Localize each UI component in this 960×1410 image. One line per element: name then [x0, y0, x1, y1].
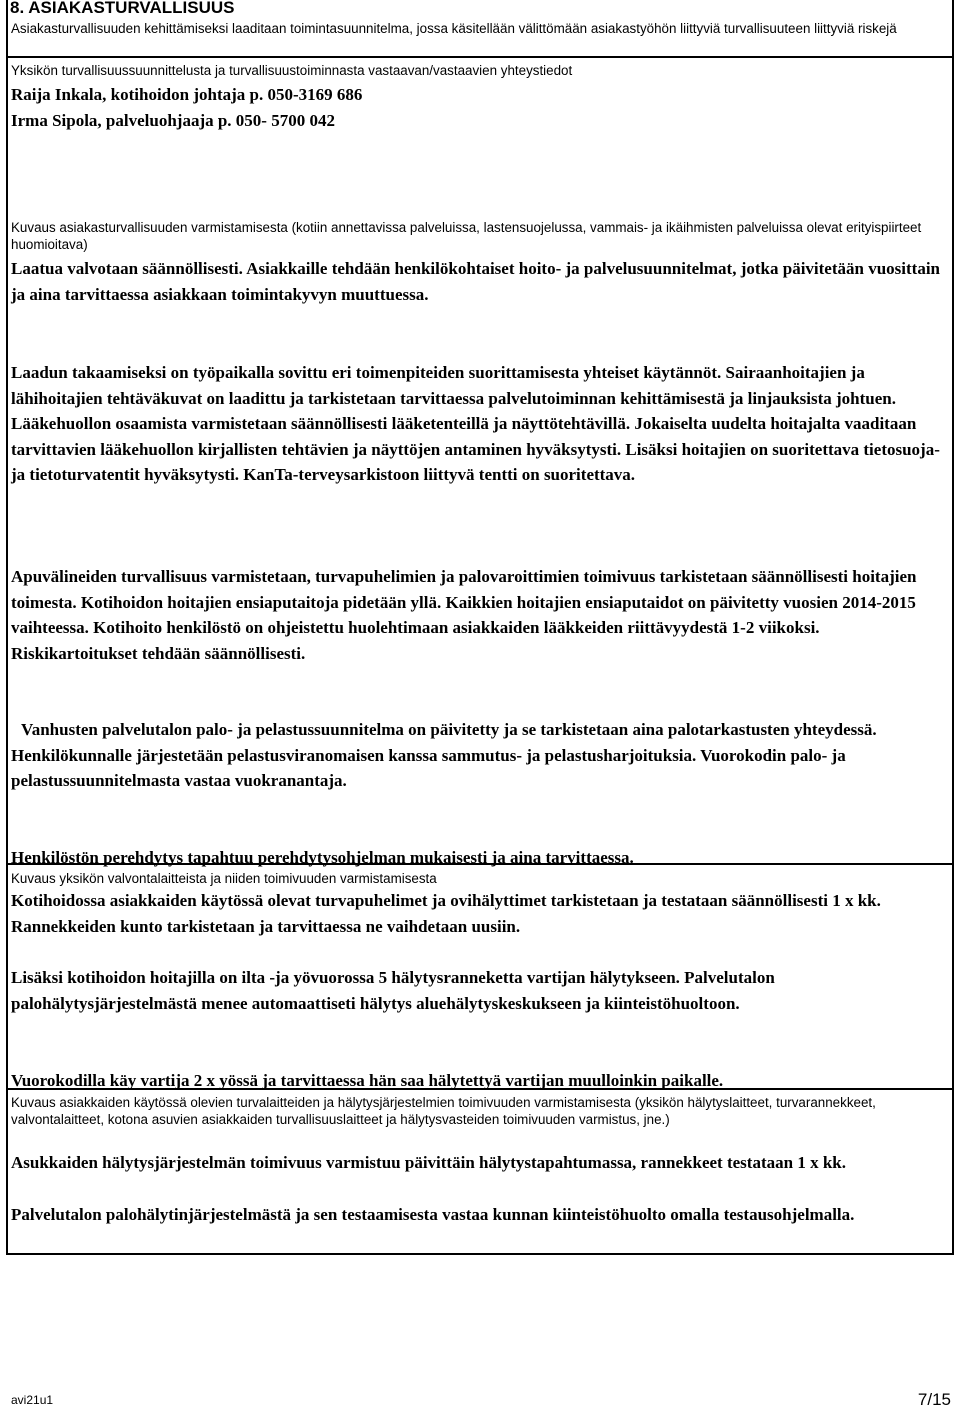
monitoring-paragraph: Lisäksi kotihoidon hoitajilla on ilta -ja yövuorossa 5 hälytysranneketta vartijan hälytykseen. Palvelutalon palohälytysjärjestelmästä menee automaattiseti hälytys aluehälytyskeskukseen ja kiinteistöhuoltoon. [11, 968, 775, 1013]
assurance-paragraph: Henkilöstön perehdytys tapahtuu perehdytysohjelman mukaisesti ja aina tarvittaessa. [11, 848, 634, 867]
assurance-paragraph: Laadun takaamiseksi on työpaikalla sovittu eri toimenpiteiden suorittamisesta yhteiset käytännöt. Sairaanhoitajien ja lähihoitajien tehtäväkuvat on laadittu ja tarkistetaan tarvittaessa palvelutoiminnan kehittämisestä ja linjauksista johtuen. Lääkehuollon osaamista varmistetaan säännöllisesti lääketenteillä ja näyttötehtävillä. Jokaiselta uudelta hoitajalta vaaditaan tarvittavien lääkehuollon kirjallisten tehtävien ja näyttöjen antaminen hyväksytysti. Lisäksi hoitajien on suoritettava tietosuoja- ja tietoturvatentit hyväksytysti. KanTa-terveysarkistoon liittyvä tentti on suoritettava. [11, 363, 940, 484]
devices-paragraph: Palvelutalon palohälytinjärjestelmästä ja sen testaamisesta vastaa kunnan kiinteistöhuolto omalla testausohjelmalla. [11, 1205, 855, 1224]
assurance-paragraph: Vanhusten palvelutalon palo- ja pelastussuunnitelma on päivitetty ja se tarkistetaan aina palotarkastusten yhteydessä. Henkilökunnalle järjestetään pelastusviranomaisen kanssa sammutus- ja pelastusharjoituksia. Vuorokodin palo- ja pelastussuunnitelmasta vastaa vuokranantaja. [11, 720, 877, 790]
monitoring-paragraph: Kotihoidossa asiakkaiden käytössä olevat turvapuhelimet ja ovihälyttimet tarkistetaan ja testataan säännöllisesti 1 x kk. Rannekkeiden kunto tarkistetaan ja tarvittaessa ne vaihdetaan uusiin. [11, 891, 881, 936]
monitoring-paragraph: Vuorokodilla käy vartija 2 x yössä ja tarvittaessa hän saa hälytettyä vartijan muulloinkin paikalle. [11, 1071, 724, 1090]
devices-label: Kuvaus asiakkaiden käytössä olevien turvalaitteiden ja hälytysjärjestelmien toimivuuden varmistamisesta (yksikön hälytyslaitteet, turvarannekkeet, valvontalaitteet, kotona asuvien asiakkaiden turvallisuuslaitteet ja hälytysvasteiden toimivuuden varmistus, jne.) [11, 1095, 876, 1127]
page-number: 7/15 [917, 1390, 951, 1409]
assurance-paragraph: Laatua valvotaan säännöllisesti. Asiakkaille tehdään henkilökohtaiset hoito- ja palvelusuunnitelmat, jotka päivitetään vuosittain ja aina tarvittaessa asiakkaan toimintakyvyn muuttuessa. [11, 259, 941, 304]
divider-line [6, 56, 954, 58]
devices-paragraph: Asukkaiden hälytysjärjestelmän toimivuus varmistuu päivittäin hälytystapahtumassa, rannekkeet testataan 1 x kk. [11, 1153, 846, 1172]
contacts-label: Yksikön turvallisuussuunnittelusta ja turvallisuustoiminnasta vastaavan/vastaavien yhteystiedot [11, 63, 573, 78]
section-intro: Asiakasturvallisuuden kehittämiseksi laaditaan toimintasuunnitelma, jossa käsitellään välittömään asiakastyöhön liittyviä turvallisuuteen liittyviä riskejä [11, 21, 897, 36]
assurance-label: Kuvaus asiakasturvallisuuden varmistamisesta (kotiin annettavissa palveluissa, lastensuojelussa, vammais- ja ikäihmisten palveluissa olevat erityispiirteet huomioitava) [11, 220, 922, 252]
form-code: avi21u1 [11, 1393, 54, 1407]
monitoring-label: Kuvaus yksikön valvontalaitteista ja niiden toimivuuden varmistamisesta [11, 871, 437, 886]
contact-person-2: Irma Sipola, palveluohjaaja p. 050- 5700 042 [11, 111, 335, 130]
assurance-paragraph: Apuvälineiden turvallisuus varmistetaan, turvapuhelimien ja palovaroittimien toimivuus tarkistetaan säännöllisesti hoitajien toimesta. Kotihoidon hoitajien ensiaputaitoja pidetään yllä. Kaikkien hoitajien ensiaputaidot on päivitetty vuosien 2014-2015 vaihteessa. Kotihoito henkilöstö on ohjeistettu huolehtimaan asiakkaiden lääkkeiden riittävyydestä 1-2 viikoksi. Riskikartoitukset tehdään säännöllisesti. [11, 567, 917, 663]
contact-person-1: Raija Inkala, kotihoidon johtaja p. 050-3169 686 [11, 85, 363, 104]
section-title: 8. ASIAKASTURVALLISUUS [10, 0, 235, 17]
